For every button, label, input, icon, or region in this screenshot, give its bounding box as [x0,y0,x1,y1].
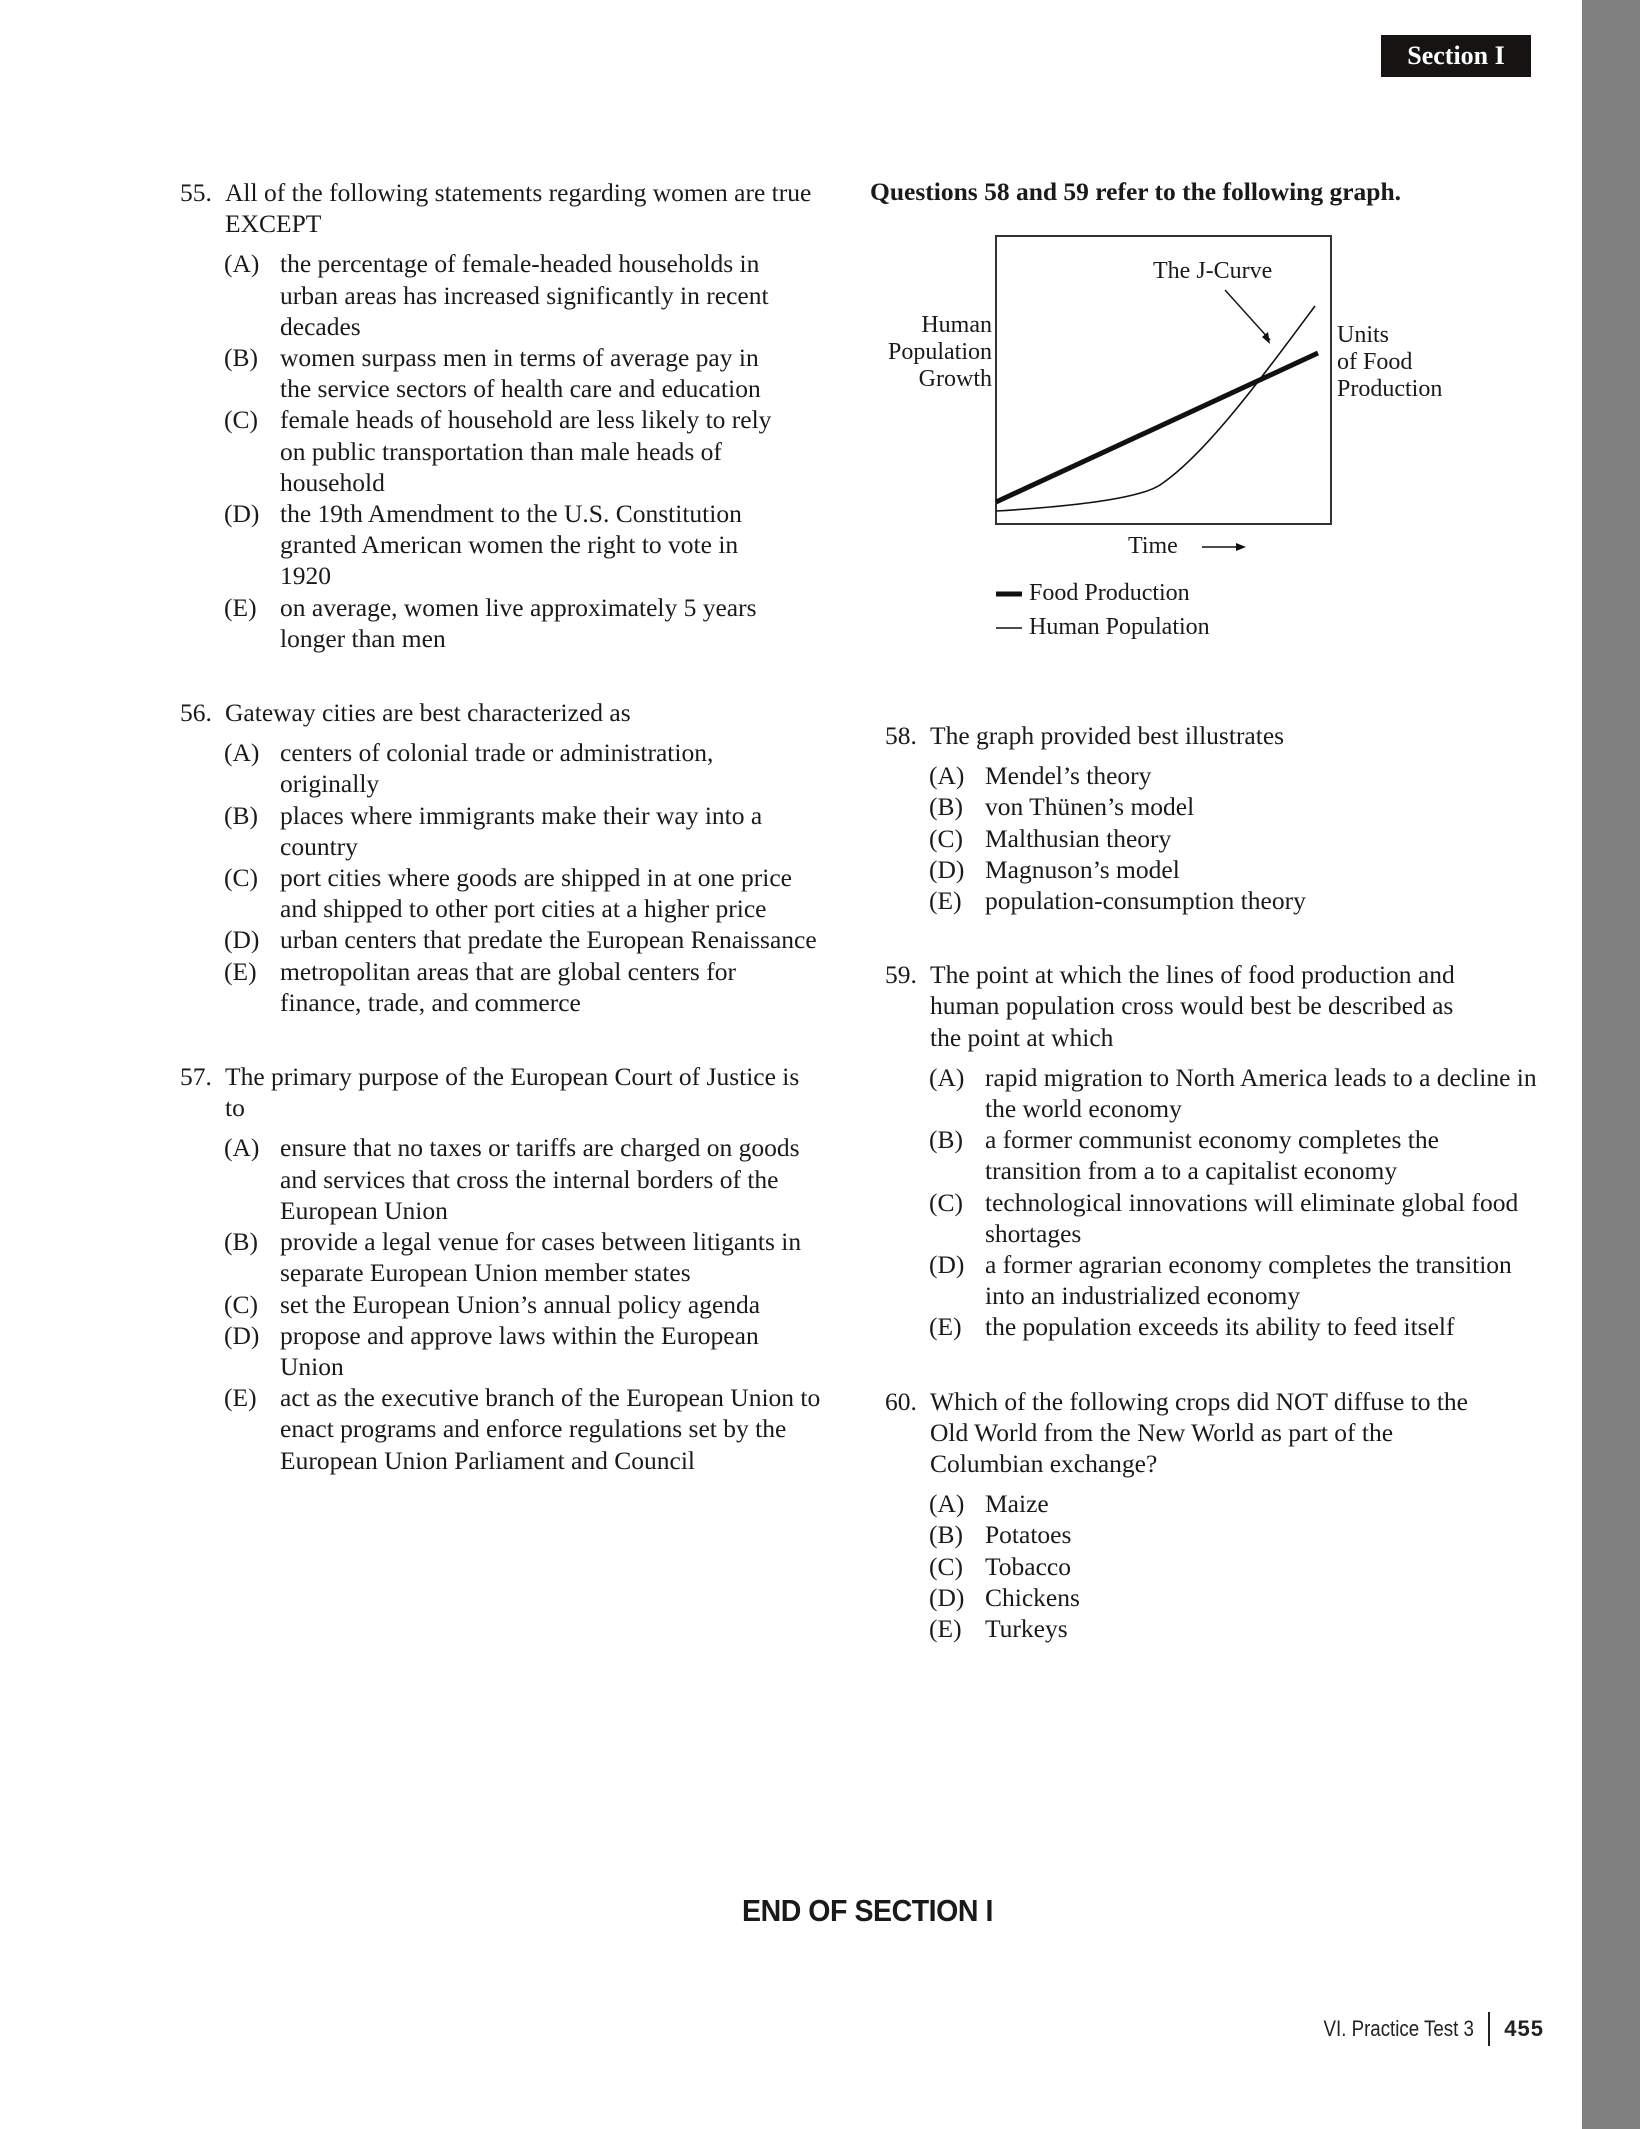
option-b: (B) von Thünen’s model [929,792,1195,822]
legend-food-label: Food Production [1029,580,1190,606]
option-b: (B) a former communist economy completes the transition from a to a capitalist economy [929,1125,1439,1186]
option-d: (D) the 19th Amendment to the U.S. Constitution granted American women the right to vote in 1920 [224,499,742,591]
question-stem: Gateway cities are best characterized as [225,698,631,728]
annotation-label: The J-Curve [1153,258,1273,284]
option-c: (C) Malthusian theory [929,823,1172,853]
question-57 [180,1061,830,1476]
option-e: (E) on average, women live approximately 5 years longer than men [224,592,757,653]
option-d: (D) Chickens [929,1582,1080,1612]
option-c: (C) technological innovations will eliminate global food shortages [929,1187,1519,1248]
question-number: 60. [885,1386,917,1416]
footer-divider [1488,2012,1490,2046]
option-a: (A) ensure that no taxes or tariffs are charged on goods and services that cross the internal borders of the European Union [224,1133,800,1225]
question-number: 56. [180,698,212,728]
arrowhead-icon [1262,332,1270,344]
annotation-arrow-icon [1225,290,1270,340]
option-a: (A) rapid migration to North America leads to a decline in the world economy [929,1062,1537,1124]
question-58 [885,720,1545,916]
end-of-section-heading: END OF SECTION I [742,1893,993,1928]
question-60 [885,1386,1545,1645]
question-stem: The primary purpose of the European Court of Justice is to [225,1062,800,1123]
option-d: (D) propose and approve laws within the European Union [224,1320,759,1381]
j-curve-chart [860,210,1460,650]
chapter-label: VI. Practice Test 3 [1323,2016,1475,2041]
question-number: 58. [885,721,917,750]
option-a: (A) Maize [929,1489,1049,1519]
option-a: (A) Mendel’s theory [929,761,1152,791]
option-b: (B) women surpass men in terms of average pay in the service sectors of health care and education [224,343,761,404]
option-b: (B) provide a legal venue for cases between litigants in separate European Union member states [224,1227,802,1288]
question-56 [180,697,830,1018]
option-b: (B) places where immigrants make their way into a country [224,800,763,861]
option-d: (D) urban centers that predate the European Renaissance [224,925,817,955]
option-b: (B) Potatoes [929,1520,1072,1550]
y-right-label: Units of Food Production [1337,322,1443,402]
question-stem: The point at which the lines of food production and human population cross would best be described as the point at which [930,960,1455,1052]
option-e: (E) Turkeys [929,1614,1068,1644]
option-e: (E) population-consumption theory [929,886,1306,916]
question-stem: The graph provided best illustrates [930,721,1285,750]
graph-intro: Questions 58 and 59 refer to the following graph. [870,177,1402,206]
section-tag: Section I [1381,35,1531,77]
option-d: (D) Magnuson’s model [929,854,1180,884]
left-column [180,177,830,1476]
option-c: (C) set the European Union’s annual policy agenda [224,1289,761,1319]
page-edge-bar [1582,0,1640,2129]
option-a: (A) the percentage of female-headed households in urban areas has increased significantly in recent decades [224,249,769,341]
right-column [885,720,1545,1644]
option-e: (E) the population exceeds its ability to feed itself [929,1312,1455,1342]
question-stem: Which of the following crops did NOT diffuse to the Old World from the New World as part of the Columbian exchange? [930,1386,1469,1479]
option-e: (E) act as the executive branch of the European Union to enact programs and enforce regulations set by the European Union Parliament and Council [224,1383,821,1475]
page-footer [1297,2012,1544,2046]
option-a: (A) centers of colonial trade or administration, originally [224,738,714,799]
question-55 [180,177,830,654]
question-number: 59. [885,960,917,990]
question-59 [885,959,1545,1342]
page-number: 455 [1504,2016,1544,2041]
legend-pop-label: Human Population [1029,614,1210,640]
y-left-label: Human Population Growth [887,312,992,392]
x-axis-label: Time [1128,533,1178,559]
option-c: (C) port cities where goods are shipped in at one price and shipped to other port cities at a higher price [224,863,792,924]
question-number: 57. [180,1062,212,1092]
option-c: (C) Tobacco [929,1551,1072,1581]
option-e: (E) metropolitan areas that are global centers for finance, trade, and commerce [224,956,736,1017]
question-stem: All of the following statements regarding women are true EXCEPT [225,178,812,239]
question-number: 55. [180,178,212,207]
food-production-line [996,353,1318,502]
option-d: (D) a former agrarian economy completes the transition into an industrialized economy [929,1250,1512,1311]
option-c: (C) female heads of household are less likely to rely on public transportation than male heads of household [224,405,772,497]
